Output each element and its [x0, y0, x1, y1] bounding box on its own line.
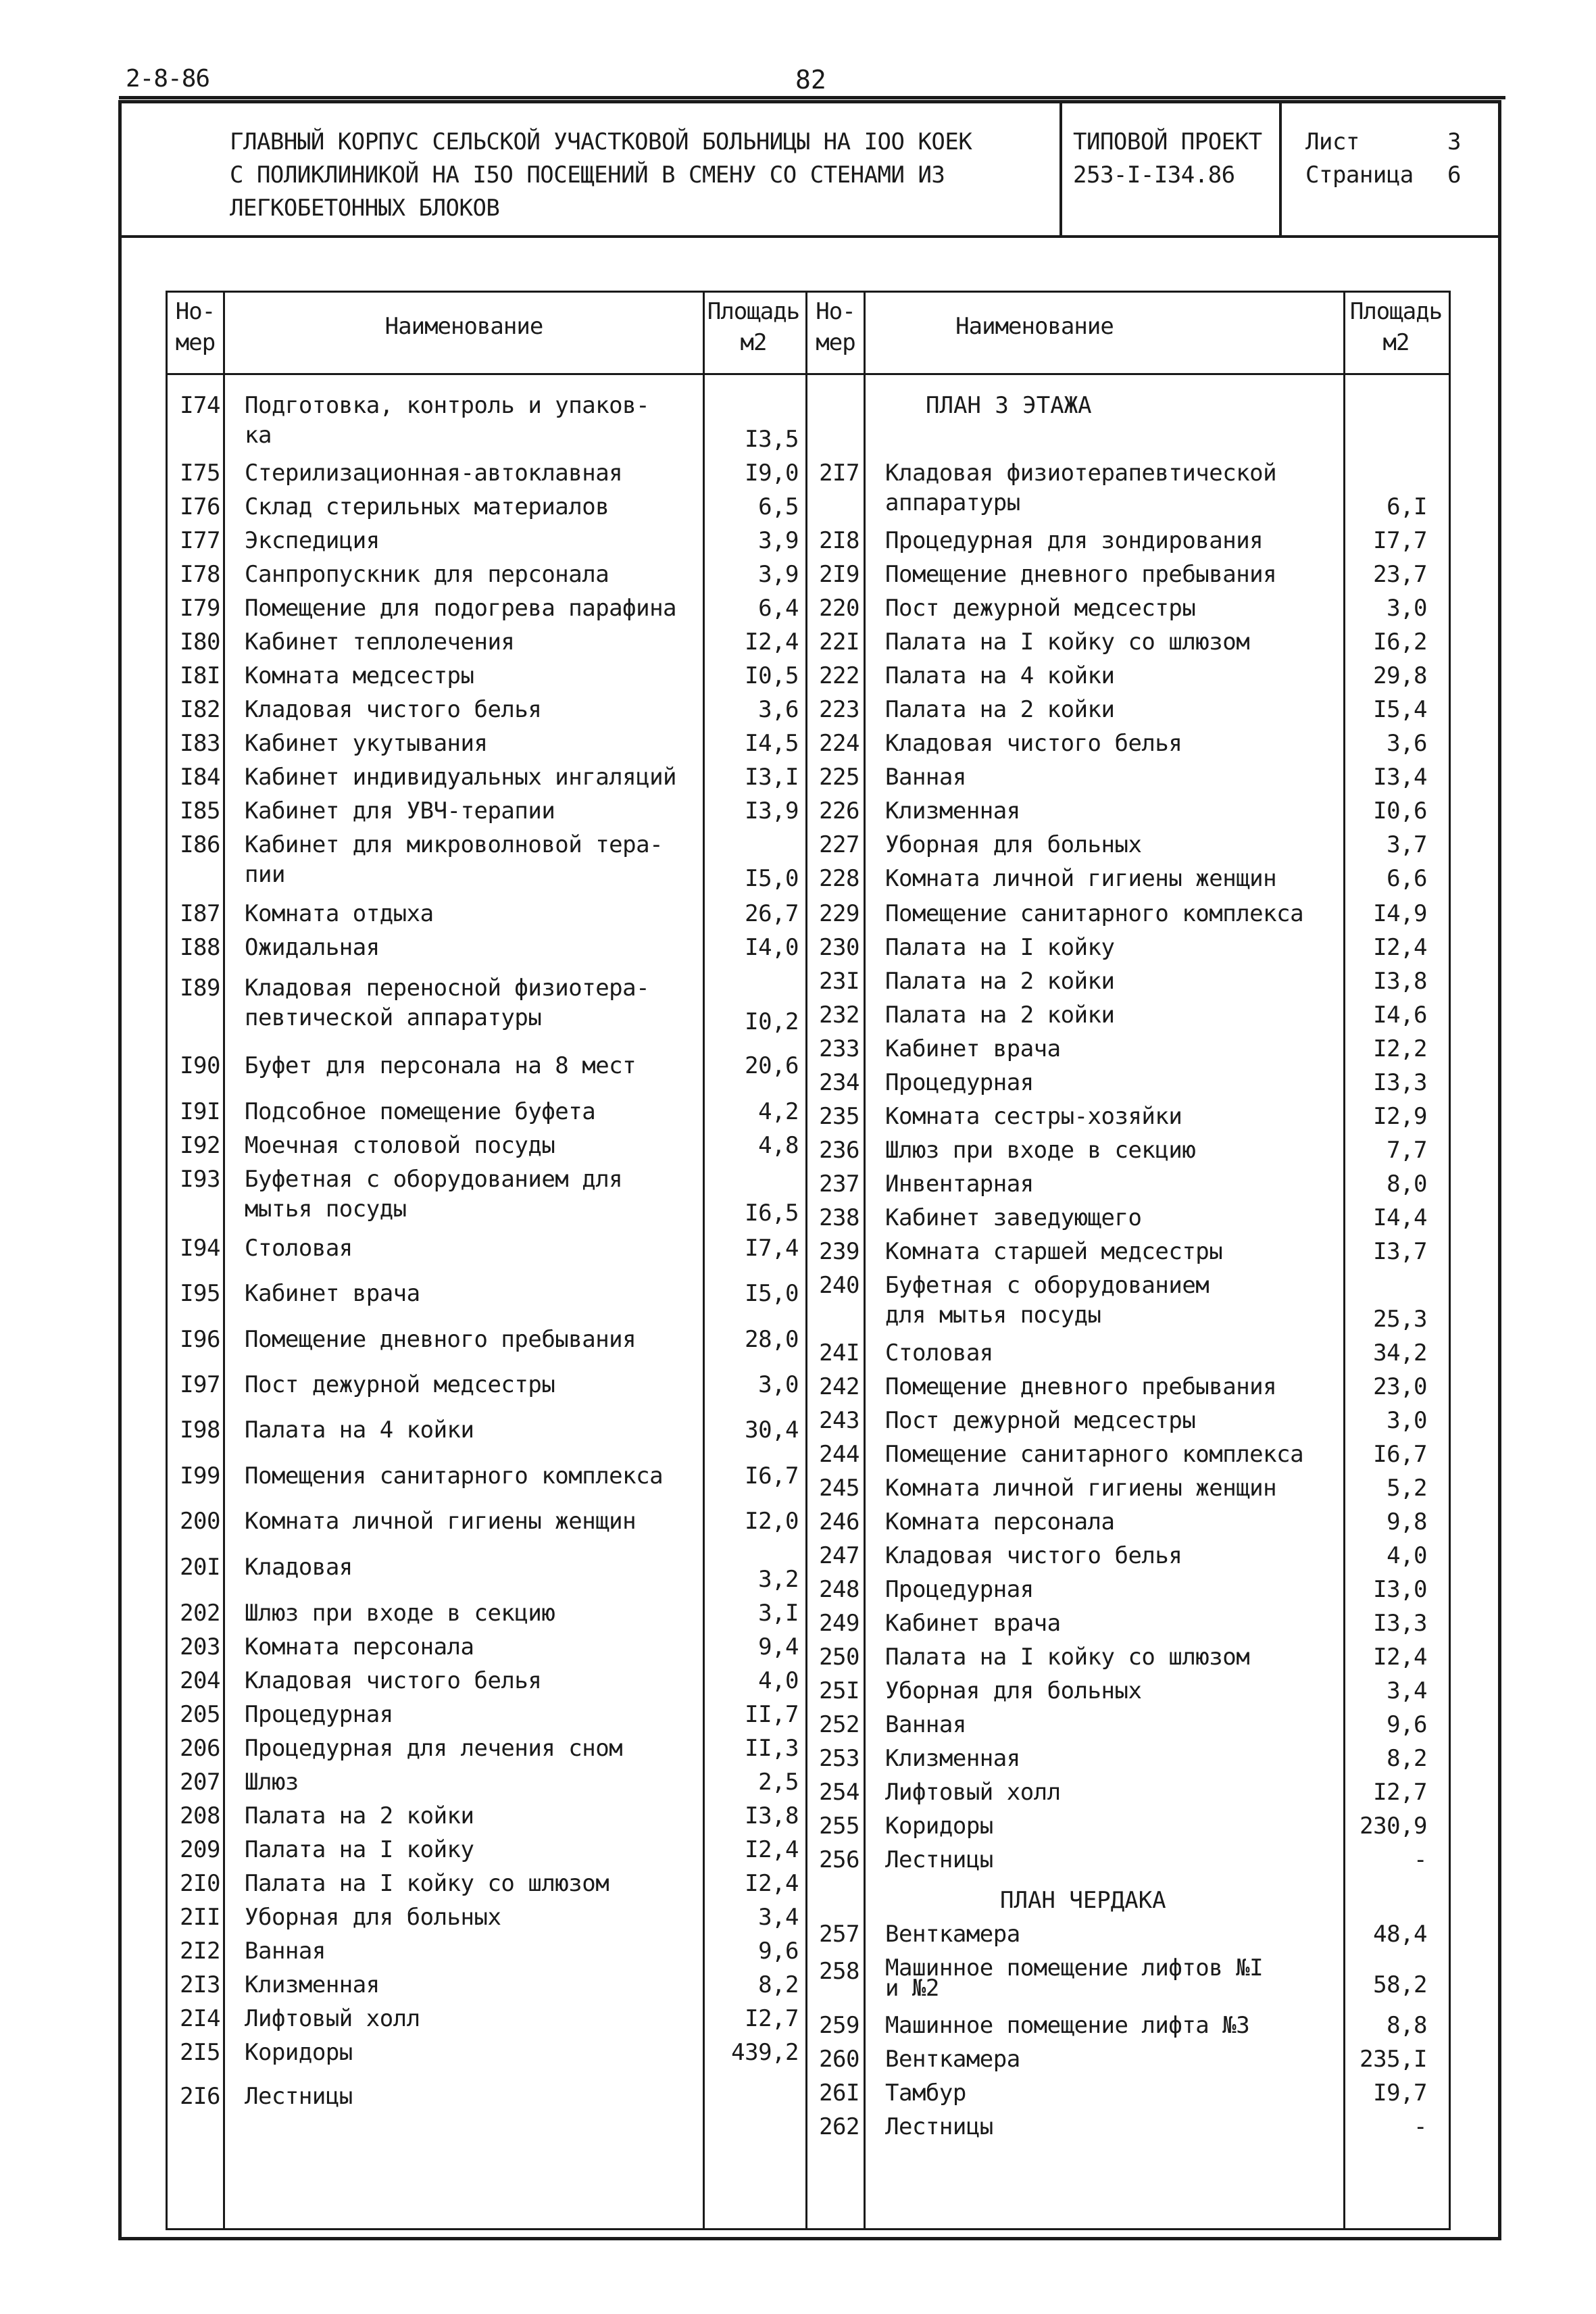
column-header-name: Наименование	[384, 313, 543, 340]
room-number: I83	[180, 730, 220, 757]
room-number: 20I	[180, 1554, 220, 1581]
room-name: Клизменная	[885, 1745, 1020, 1772]
room-name: Процедурная	[245, 1701, 393, 1728]
room-name: Уборная для больных	[245, 1904, 501, 1931]
title-block-divider	[1059, 103, 1062, 235]
room-number: I90	[180, 1052, 220, 1079]
room-name: Комната личной гигиены женщин	[885, 1475, 1277, 1502]
room-area: 20,6	[745, 1052, 799, 1079]
room-number: I85	[180, 797, 220, 824]
room-number: 237	[819, 1171, 859, 1198]
room-name: Палата на 2 койки	[885, 968, 1115, 995]
room-number: I8I	[180, 662, 220, 689]
room-number: 25I	[819, 1677, 859, 1704]
room-number: 204	[180, 1667, 220, 1694]
room-area: 6,4	[758, 595, 799, 622]
room-name: Лестницы	[885, 2113, 993, 2140]
room-number: 235	[819, 1103, 859, 1130]
room-area: I2,7	[1373, 1779, 1427, 1806]
room-name: Инвентарная	[885, 1171, 1034, 1198]
top-rule	[119, 96, 1505, 99]
room-number: I99	[180, 1462, 220, 1490]
room-area: I2,9	[1373, 1103, 1427, 1130]
room-name: Процедурная для лечения сном	[245, 1735, 623, 1762]
room-number: 226	[819, 797, 859, 824]
sheet-value: 3	[1447, 128, 1461, 155]
sheet-info	[1305, 126, 1461, 192]
table-header-rule	[166, 373, 1451, 375]
table-column-rule	[223, 291, 225, 2230]
room-name: Пост дежурной медсестры	[885, 1407, 1196, 1434]
page-value: 6	[1447, 162, 1461, 189]
room-number: 209	[180, 1836, 220, 1863]
room-name: Шлюз	[245, 1769, 299, 1796]
room-area: 28,0	[745, 1326, 799, 1353]
room-area: 3,0	[758, 1371, 799, 1398]
room-number: 230	[819, 934, 859, 961]
room-name: Кабинет теплолечения	[245, 629, 515, 656]
room-name: Венткамера	[885, 2046, 1020, 2073]
room-number: 2I8	[819, 527, 859, 554]
room-number: 244	[819, 1441, 859, 1468]
room-area: I4,0	[745, 934, 799, 961]
room-number: 253	[819, 1745, 859, 1772]
room-area: 4,8	[758, 1132, 799, 1159]
room-name: Кладовая	[245, 1554, 353, 1581]
room-area: 3,6	[1387, 730, 1427, 757]
room-number: 220	[819, 595, 859, 622]
room-name: Кладовая физиотерапевтической аппаратуры	[885, 460, 1277, 516]
room-name: Помещение санитарного комплекса	[885, 900, 1304, 927]
room-number: 233	[819, 1035, 859, 1062]
room-area: I9,0	[745, 460, 799, 487]
room-number: I79	[180, 595, 220, 622]
room-number: I97	[180, 1371, 220, 1398]
room-area: I2,4	[745, 1870, 799, 1897]
room-name: Палата на 4 койки	[245, 1417, 474, 1444]
room-area: I0,6	[1373, 797, 1427, 824]
room-area: 58,2	[1373, 1971, 1427, 1998]
room-area: 235,I	[1360, 2046, 1427, 2073]
room-area: I3,3	[1373, 1610, 1427, 1637]
room-name: Палата на 4 койки	[885, 662, 1115, 689]
room-number: I75	[180, 460, 220, 487]
room-number: 239	[819, 1238, 859, 1265]
room-area: I3,9	[745, 797, 799, 824]
room-area: I5,0	[745, 1280, 799, 1307]
room-name: Венткамера	[885, 1921, 1020, 1948]
room-name: Машинное помещение лифтов №I и №2	[885, 1954, 1264, 2002]
room-name: Шлюз при входе в секцию	[885, 1137, 1196, 1164]
room-number: 229	[819, 900, 859, 927]
room-name: Уборная для больных	[885, 831, 1142, 858]
room-number: 257	[819, 1921, 859, 1948]
room-number: I93	[180, 1166, 220, 1193]
room-number: I82	[180, 696, 220, 723]
room-number: I98	[180, 1417, 220, 1444]
room-number: 256	[819, 1846, 859, 1873]
room-area: I5,4	[1373, 696, 1427, 723]
room-number: 234	[819, 1069, 859, 1096]
room-area: 3,4	[758, 1904, 799, 1931]
room-name: Кабинет для УВЧ-терапии	[245, 797, 555, 824]
room-area: 6,5	[758, 493, 799, 520]
room-number: 225	[819, 764, 859, 791]
document-title: ГЛАВНЫЙ КОРПУС СЕЛЬСКОЙ УЧАСТКОВОЙ БОЛЬНИЦЫ НА IOO КОЕК С ПОЛИКЛИНИКОЙ НА I5O ПОСЕЩЕНИЙ В СМЕНУ СО СТЕНАМИ ИЗ ЛЕГКОБЕТОННЫХ БЛОКОВ	[230, 128, 972, 222]
room-name: Палата на I койку со шлюзом	[245, 1870, 609, 1897]
room-area: I4,9	[1373, 900, 1427, 927]
room-name: Палата на I койку	[885, 934, 1115, 961]
column-header-number: Но- мер	[816, 298, 855, 356]
room-name: Пост дежурной медсестры	[245, 1371, 555, 1398]
room-area: I5,0	[745, 865, 799, 892]
room-number: I92	[180, 1132, 220, 1159]
room-number: 250	[819, 1644, 859, 1671]
room-number: I89	[180, 975, 220, 1002]
room-area: 3,0	[1387, 595, 1427, 622]
room-area: 2,5	[758, 1769, 799, 1796]
room-area: 8,2	[758, 1971, 799, 1998]
room-area: I2,0	[745, 1508, 799, 1535]
room-name: Комната личной гигиены женщин	[885, 865, 1277, 892]
room-number: I88	[180, 934, 220, 961]
room-name: Палата на I койку	[245, 1836, 474, 1863]
section-heading-attic: ПЛАН ЧЕРДАКА	[1000, 1887, 1166, 1914]
room-number: 258	[819, 1958, 859, 1985]
column-header-area: Площадь м2	[707, 298, 800, 356]
room-area: -	[1414, 2113, 1427, 2140]
room-area: 439,2	[731, 2039, 799, 2066]
room-name: Уборная для больных	[885, 1677, 1142, 1704]
room-name: Клизменная	[245, 1971, 380, 1998]
room-name: Санпропускник для персонала	[245, 561, 609, 588]
room-name: Склад стерильных материалов	[245, 493, 609, 520]
room-number: I95	[180, 1280, 220, 1307]
room-area: I6,7	[745, 1462, 799, 1490]
room-area: 8,8	[1387, 2012, 1427, 2039]
room-area: 8,2	[1387, 1745, 1427, 1772]
room-name: Палата на 2 койки	[245, 1802, 474, 1829]
room-name: Процедурная для зондирования	[885, 527, 1264, 554]
room-number: 242	[819, 1373, 859, 1400]
room-area: I3,8	[1373, 968, 1427, 995]
room-name: Палата на 2 койки	[885, 1002, 1115, 1029]
room-number: 2I4	[180, 2005, 220, 2032]
room-number: 252	[819, 1711, 859, 1738]
room-number: 245	[819, 1475, 859, 1502]
room-number: 23I	[819, 968, 859, 995]
room-name: Комната персонала	[885, 1508, 1115, 1535]
room-number: I9I	[180, 1098, 220, 1125]
room-area: II,7	[745, 1701, 799, 1728]
room-number: 249	[819, 1610, 859, 1637]
room-area: I3,8	[745, 1802, 799, 1829]
table-column-rule	[1343, 291, 1345, 2230]
room-area: I0,5	[745, 662, 799, 689]
room-area: I3,7	[1373, 1238, 1427, 1265]
room-number: 2I5	[180, 2039, 220, 2066]
room-number: 2I6	[180, 2083, 220, 2110]
section-heading-floor3: ПЛАН 3 ЭТАЖА	[926, 392, 1092, 419]
room-name: Комната отдыха	[245, 900, 434, 927]
room-name: Помещения санитарного комплекса	[245, 1462, 664, 1490]
room-name: Ванная	[245, 1938, 326, 1965]
room-area: -	[1414, 1846, 1427, 1873]
room-name: Комната сестры-хозяйки	[885, 1103, 1182, 1130]
room-number: 227	[819, 831, 859, 858]
room-number: 223	[819, 696, 859, 723]
room-area: 9,4	[758, 1633, 799, 1660]
room-area: 23,7	[1373, 561, 1427, 588]
room-area: I7,4	[745, 1235, 799, 1262]
room-name: Кабинет для микроволновой тера- пии	[245, 831, 664, 888]
room-name: Тамбур	[885, 2079, 966, 2107]
room-area: 34,2	[1373, 1339, 1427, 1367]
room-area: I3,5	[745, 426, 799, 453]
room-number: 224	[819, 730, 859, 757]
room-name: Подсобное помещение буфета	[245, 1098, 596, 1125]
room-area: 7,7	[1387, 1137, 1427, 1164]
room-name: Кладовая чистого белья	[885, 1542, 1182, 1569]
room-area: I3,4	[1373, 764, 1427, 791]
room-name: Помещение санитарного комплекса	[885, 1441, 1304, 1468]
room-name: Процедурная	[885, 1069, 1034, 1096]
column-header-number: Но- мер	[175, 298, 216, 356]
room-name: Кладовая чистого белья	[885, 730, 1182, 757]
room-number: I77	[180, 527, 220, 554]
room-area: 4,0	[758, 1667, 799, 1694]
room-name: Пост дежурной медсестры	[885, 595, 1196, 622]
room-area: 23,0	[1373, 1373, 1427, 1400]
room-number: 238	[819, 1204, 859, 1231]
room-area: I0,2	[745, 1008, 799, 1035]
room-number: 260	[819, 2046, 859, 2073]
room-area: 9,6	[1387, 1711, 1427, 1738]
room-area: 4,0	[1387, 1542, 1427, 1569]
room-number: 243	[819, 1407, 859, 1434]
room-name: Стерилизационная-автоклавная	[245, 460, 623, 487]
room-number: 2II	[180, 1904, 220, 1931]
room-name: Кладовая переносной физиотера- певтической аппаратуры	[245, 975, 650, 1031]
room-name: Кабинет укутывания	[245, 730, 488, 757]
room-number: 247	[819, 1542, 859, 1569]
room-area: I4,6	[1373, 1002, 1427, 1029]
room-name: Моечная столовой посуды	[245, 1132, 555, 1159]
room-area: 6,I	[1387, 493, 1427, 520]
room-number: I87	[180, 900, 220, 927]
room-area: 3,2	[758, 1566, 799, 1593]
room-name: Помещение дневного пребывания	[245, 1326, 637, 1353]
room-area: I3,3	[1373, 1069, 1427, 1096]
page-number: 82	[795, 65, 826, 95]
room-number: 255	[819, 1813, 859, 1840]
room-number: 222	[819, 662, 859, 689]
room-area: I4,5	[745, 730, 799, 757]
room-name: Лестницы	[885, 1846, 993, 1873]
room-name: Лифтовый холл	[245, 2005, 420, 2032]
room-number: I80	[180, 629, 220, 656]
room-name: Кабинет врача	[245, 1280, 420, 1307]
room-area: I3,I	[745, 764, 799, 791]
room-area: 26,7	[745, 900, 799, 927]
room-name: Коридоры	[245, 2039, 353, 2066]
room-name: Палата на I койку со шлюзом	[885, 1644, 1250, 1671]
room-name: Комната личной гигиены женщин	[245, 1508, 637, 1535]
table-column-rule	[703, 291, 705, 2230]
room-number: I76	[180, 493, 220, 520]
room-area: I2,4	[745, 629, 799, 656]
room-number: I86	[180, 831, 220, 858]
room-number: 2I0	[180, 1870, 220, 1897]
document-code: 2-8-86	[126, 65, 210, 93]
room-number: 202	[180, 1600, 220, 1627]
room-name: Клизменная	[885, 797, 1020, 824]
room-area: I4,4	[1373, 1204, 1427, 1231]
table-column-rule	[864, 291, 866, 2230]
room-number: 228	[819, 865, 859, 892]
room-area: 25,3	[1373, 1306, 1427, 1333]
room-number: 2I7	[819, 460, 859, 487]
room-name: Кабинет врача	[885, 1610, 1061, 1637]
room-number: 2I2	[180, 1938, 220, 1965]
room-name: Буфетная с оборудованием для мытья посуды	[885, 1272, 1210, 1329]
room-number: 26I	[819, 2079, 859, 2107]
room-name: Кабинет врача	[885, 1035, 1061, 1062]
column-header-name: Наименование	[955, 313, 1114, 340]
room-area: I2,4	[1373, 1644, 1427, 1671]
room-number: 207	[180, 1769, 220, 1796]
room-area: 9,6	[758, 1938, 799, 1965]
room-number: 254	[819, 1779, 859, 1806]
room-number: I94	[180, 1235, 220, 1262]
room-area: 8,0	[1387, 1171, 1427, 1198]
room-number: 22I	[819, 629, 859, 656]
room-area: I6,7	[1373, 1441, 1427, 1468]
room-area: 4,2	[758, 1098, 799, 1125]
room-name: Буфетная с оборудованием для мытья посуды	[245, 1166, 623, 1223]
room-area: I2,7	[745, 2005, 799, 2032]
room-name: Буфет для персонала на 8 мест	[245, 1052, 637, 1079]
room-name: Лестницы	[245, 2083, 353, 2110]
room-area: 6,6	[1387, 865, 1427, 892]
project-number: ТИПОВОЙ ПРОЕКТ 253-I-I34.86	[1073, 128, 1262, 189]
room-number: 262	[819, 2113, 859, 2140]
room-number: I84	[180, 764, 220, 791]
room-number: 205	[180, 1701, 220, 1728]
room-number: 206	[180, 1735, 220, 1762]
room-name: Комната старшей медсестры	[885, 1238, 1223, 1265]
room-name: Машинное помещение лифта №3	[885, 2012, 1250, 2039]
room-number: 259	[819, 2012, 859, 2039]
room-name: Кладовая чистого белья	[245, 696, 542, 723]
room-name: Палата на 2 койки	[885, 696, 1115, 723]
room-name: Кладовая чистого белья	[245, 1667, 542, 1694]
sheet-label: Лист	[1305, 128, 1360, 155]
room-number: 232	[819, 1002, 859, 1029]
room-area: 3,9	[758, 561, 799, 588]
room-name: Помещение дневного пребывания	[885, 561, 1277, 588]
page-label: Страница	[1305, 162, 1414, 189]
room-area: I6,5	[745, 1200, 799, 1227]
room-number: 240	[819, 1272, 859, 1299]
column-header-area: Площадь м2	[1349, 298, 1443, 356]
room-area: 3,0	[1387, 1407, 1427, 1434]
room-number: 200	[180, 1508, 220, 1535]
room-name: Столовая	[885, 1339, 993, 1367]
room-area: I3,0	[1373, 1576, 1427, 1603]
room-name: Кабинет заведующего	[885, 1204, 1142, 1231]
room-area: 3,4	[1387, 1677, 1427, 1704]
room-name: Лифтовый холл	[885, 1779, 1061, 1806]
room-area: 30,4	[745, 1417, 799, 1444]
room-name: Комната медсестры	[245, 662, 474, 689]
room-area: 3,7	[1387, 831, 1427, 858]
room-number: 24I	[819, 1339, 859, 1367]
room-name: Палата на I койку со шлюзом	[885, 629, 1250, 656]
room-number: 246	[819, 1508, 859, 1535]
room-area: I2,2	[1373, 1035, 1427, 1062]
room-name: Шлюз при входе в секцию	[245, 1600, 555, 1627]
room-area: I7,7	[1373, 527, 1427, 554]
room-name: Столовая	[245, 1235, 353, 1262]
room-number: 248	[819, 1576, 859, 1603]
room-number: I96	[180, 1326, 220, 1353]
room-number: I74	[180, 392, 220, 419]
room-area: 9,8	[1387, 1508, 1427, 1535]
room-area: 29,8	[1373, 662, 1427, 689]
table-column-rule	[805, 291, 807, 2230]
room-name: Подготовка, контроль и упаков- ка	[245, 392, 650, 449]
room-area: 48,4	[1373, 1921, 1427, 1948]
room-name: Помещение для подогрева парафина	[245, 595, 677, 622]
room-name: Ванная	[885, 764, 966, 791]
room-number: 2I9	[819, 561, 859, 588]
room-name: Кабинет индивидуальных ингаляций	[245, 764, 677, 791]
room-number: 203	[180, 1633, 220, 1660]
room-name: Ожидальная	[245, 934, 380, 961]
room-area: 3,9	[758, 527, 799, 554]
room-area: 3,I	[758, 1600, 799, 1627]
room-area: 5,2	[1387, 1475, 1427, 1502]
title-block-divider	[1279, 103, 1282, 235]
room-name: Процедурная	[885, 1576, 1034, 1603]
room-number: 236	[819, 1137, 859, 1164]
room-number: 208	[180, 1802, 220, 1829]
room-name: Помещение дневного пребывания	[885, 1373, 1277, 1400]
room-area: II,3	[745, 1735, 799, 1762]
room-name: Экспедиция	[245, 527, 380, 554]
room-name: Ванная	[885, 1711, 966, 1738]
room-area: I9,7	[1373, 2079, 1427, 2107]
title-block-rule	[118, 235, 1501, 238]
room-name: Комната персонала	[245, 1633, 474, 1660]
room-number: 2I3	[180, 1971, 220, 1998]
room-area: I6,2	[1373, 629, 1427, 656]
room-name: Коридоры	[885, 1813, 993, 1840]
room-number: I78	[180, 561, 220, 588]
room-area: I2,4	[745, 1836, 799, 1863]
room-area: I2,4	[1373, 934, 1427, 961]
room-area: 3,6	[758, 696, 799, 723]
room-area: 230,9	[1360, 1813, 1427, 1840]
